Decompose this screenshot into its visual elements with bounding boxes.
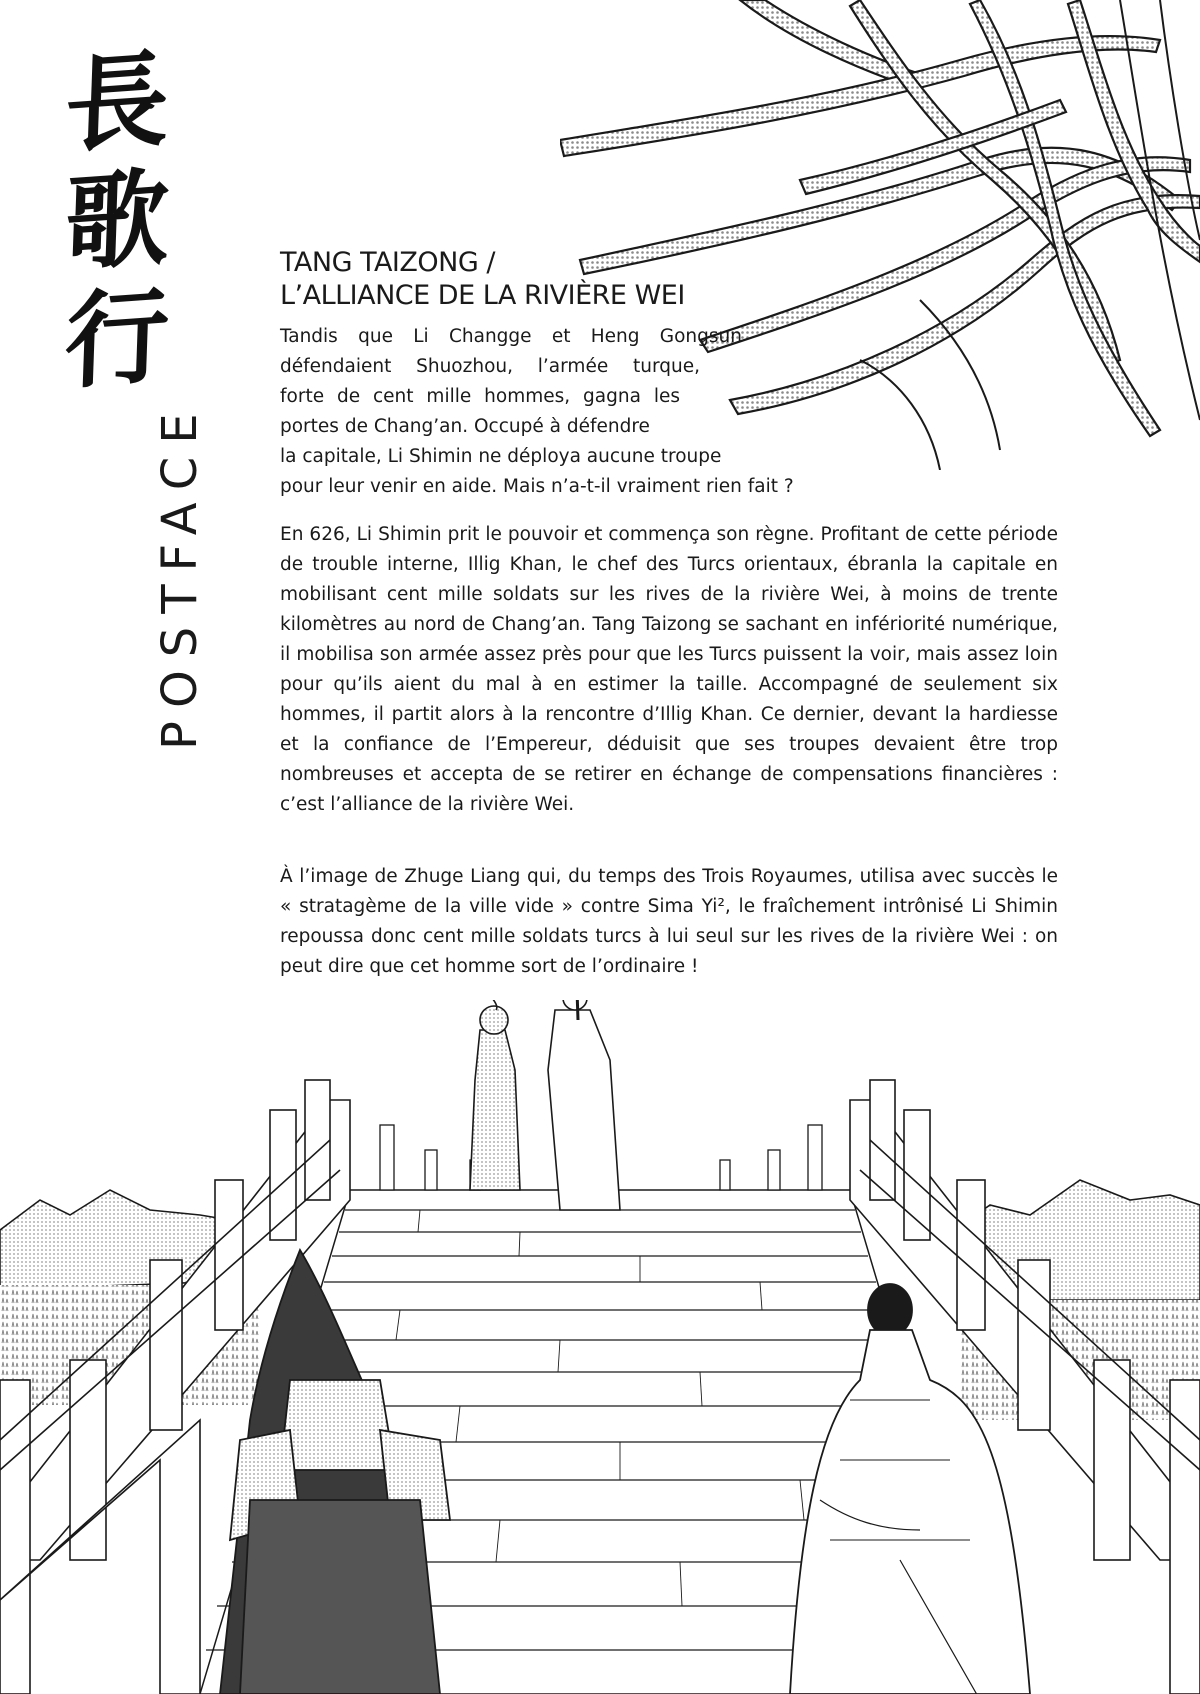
article-title-line-2: L’ALLIANCE DE LA RIVIÈRE WEI bbox=[280, 280, 685, 311]
intro-line: portes de Chang’an. Occupé à défendre bbox=[280, 416, 650, 437]
intro-line: défendaient Shuozhou, l’armée turque, bbox=[280, 356, 700, 377]
section-label: POSTFACE bbox=[152, 400, 208, 750]
calligraphy-char-3: 行 bbox=[62, 273, 172, 404]
intro-line: forte de cent mille hommes, gagna les bbox=[280, 386, 680, 407]
calligraphy-char-2: 歌 bbox=[62, 155, 172, 286]
article-title bbox=[280, 246, 760, 312]
calligraphy-title bbox=[62, 37, 172, 404]
body-paragraph-1: En 626, Li Shimin prit le pouvoir et commença son règne. Profitant de cette période de trouble interne, Illig Khan, le chef des Turcs orientaux, ébranla la capitale en mobilisant cent mille soldats sur les rives de la rivière Wei, à moins de trente kilomètres au nord de Chang’an. Tang Taizong se sachant en infériorité numérique, il mobilisa son armée assez près pour que les Turcs puissent la voir, mais assez loin pour qu’ils aient du mal à en estimer la taille. Accompagné de seulement six hommes, il partit alors à la rencontre d’Illig Khan. Ce dernier, devant la hardiesse et la confiance de l’Empereur, déduisit que ses troupes devaient être trop nombreuses et accepta de se retirer en échange de compensations financières : c’est l’alliance de la rivière Wei. bbox=[280, 524, 1058, 815]
body-paragraph-2: À l’image de Zhuge Liang qui, du temps des Trois Royaumes, utilisa avec succès le « stratagème de la ville vide » contre Sima Yi², le fraîchement intrônisé Li Shimin repoussa donc cent mille soldats turcs à lui seul sur les rives de la rivière Wei : on peut dire que cet homme sort de l’ordinaire ! bbox=[280, 866, 1058, 977]
intro-paragraph bbox=[280, 322, 794, 502]
calligraphy-char-1: 長 bbox=[62, 37, 172, 168]
intro-line: Tandis que Li Changge et Heng Gongsun bbox=[280, 326, 742, 347]
article-title-line-1: TANG TAIZONG / bbox=[280, 247, 495, 278]
intro-line: pour leur venir en aide. Mais n’a-t-il vraiment rien fait ? bbox=[280, 476, 794, 497]
intro-line: la capitale, Li Shimin ne déploya aucune troupe bbox=[280, 446, 722, 467]
palace-stairs-illustration bbox=[0, 1000, 1200, 1694]
